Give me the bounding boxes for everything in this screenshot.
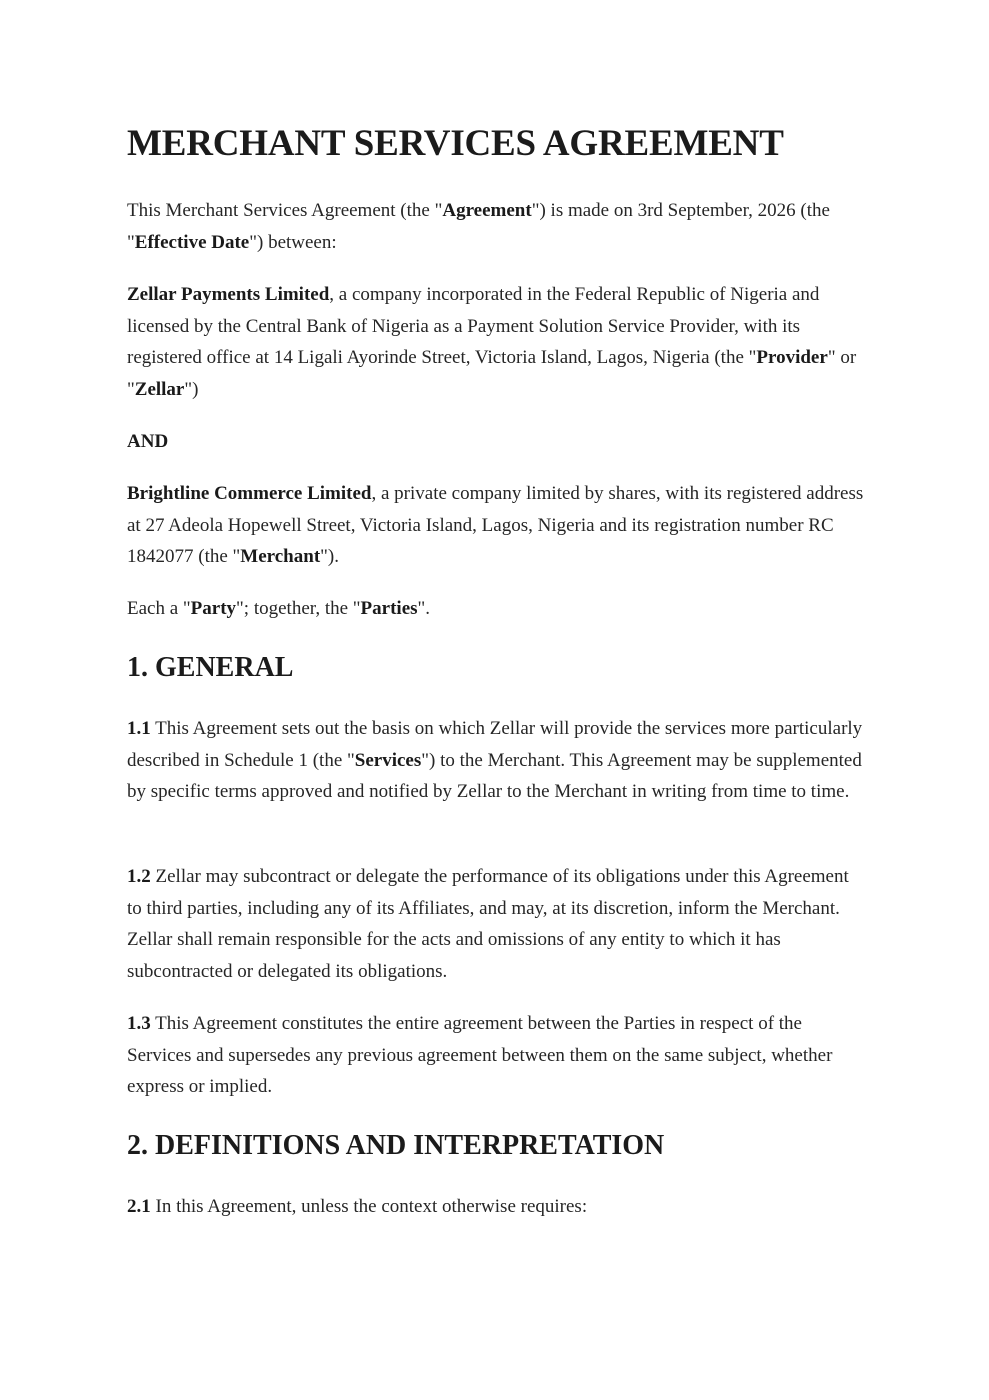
clause-1-2 <box>127 861 867 988</box>
party-2-text-1: , a private company limited by shares, with its registered address at 27 Adeola Hopewell Street, Victoria Island, Lagos, Nigeria and its registration number RC 1842077 (the " <box>127 483 864 568</box>
clause-number: 1.3 <box>127 1013 151 1034</box>
party-1-text-3: ") <box>184 379 199 401</box>
parties-text-3: ". <box>417 598 431 619</box>
and-label: AND <box>127 431 169 452</box>
party-1-paragraph <box>127 279 867 406</box>
document-title: MERCHANT SERVICES AGREEMENT <box>127 123 784 164</box>
section-1-heading: 1. GENERAL <box>127 652 294 683</box>
party-2-paragraph <box>127 478 867 573</box>
clause-number: 2.1 <box>127 1196 151 1217</box>
parties-text-2: "; together, the " <box>236 598 361 619</box>
term-provider: Provider <box>756 347 828 369</box>
clause-1-1 <box>127 713 867 808</box>
term-effective-date: Effective Date <box>134 231 250 253</box>
parties-text-1: Each a " <box>127 598 191 619</box>
party-1-text-2: " or " <box>127 347 857 401</box>
section-2-heading: 2. DEFINITIONS AND INTERPRETATION <box>127 1130 665 1161</box>
intro-paragraph <box>127 195 867 258</box>
term-services: Services <box>354 749 422 771</box>
term-agreement: Agreement <box>442 200 532 221</box>
term-party: Party <box>190 598 237 619</box>
clause-text: This Agreement constitutes the entire agreement between the Parties in respect of the Services and supersedes any previous agreement between them on the same subject, whether express or implied. <box>127 1013 833 1098</box>
clause-1-3 <box>127 1008 867 1103</box>
term-zellar: Zellar <box>134 379 185 401</box>
party-2-name: Brightline Commerce Limited <box>127 483 372 504</box>
clause-number: 1.1 <box>127 718 151 739</box>
clause-text: This Agreement sets out the basis on which Zellar will provide the services more particularly described in Schedule 1 (the " <box>127 718 863 771</box>
intro-text-2: ") is made on 3rd September, 2026 (the " <box>127 200 830 253</box>
clause-number: 1.2 <box>127 866 151 887</box>
clause-2-1 <box>127 1191 867 1223</box>
party-2-text-2: "). <box>320 546 339 568</box>
intro-text-1: This Merchant Services Agreement (the " <box>127 200 443 221</box>
term-merchant: Merchant <box>240 546 321 568</box>
clause-text: Zellar may subcontract or delegate the performance of its obligations under this Agreement to third parties, including any of its Affiliates, and may, at its discretion, inform the Merchant. Zellar shall remain responsible for the acts and omissions of any entity to which it has subcontracted or delegated its obligations. <box>127 866 849 983</box>
party-1-name: Zellar Payments Limited <box>127 284 330 305</box>
and-separator <box>127 426 867 458</box>
parties-definition <box>127 593 867 625</box>
term-parties: Parties <box>360 598 418 619</box>
intro-text-3: ") between: <box>249 231 337 253</box>
clause-text: ") to the Merchant. This Agreement may be supplemented by specific terms approved and notified by Zellar to the Merchant in writing from time to time. <box>127 749 862 803</box>
clause-text: In this Agreement, unless the context otherwise requires: <box>150 1196 588 1217</box>
party-1-text-1: , a company incorporated in the Federal Republic of Nigeria and licensed by the Central Bank of Nigeria as a Payment Solution Service Provider, with its registered office at 14 Ligali Ayorinde Street, Victoria Island, Lagos, Nigeria (the " <box>127 284 820 369</box>
